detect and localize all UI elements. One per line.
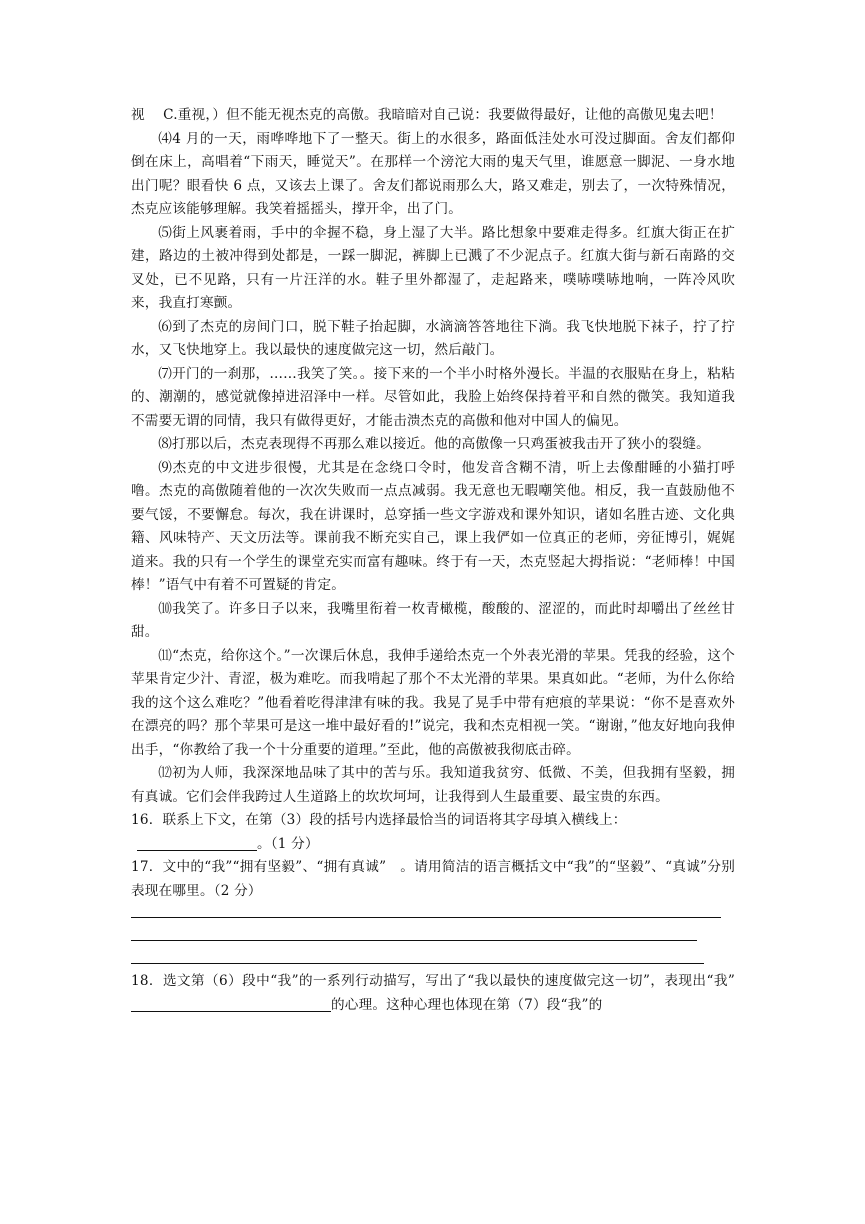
question-16-answer-blank[interactable] [137,834,257,851]
paragraph-9: ⑼杰克的中文进步很慢，尤其是在念绕口令时，他发音含糊不清，听上去像酣睡的小猫打呼噜。杰克的高傲随着他的一次次失败而一点点减弱。我无意也无暇嘲笑他。相反，我一直鼓励他不要气馁，不要懈怠。每次，我在讲课时，总穿插一些文字游戏和课外知识，诸如名胜古迹、文化典籍、风味特产、天文历法等。课前我不断充实自己，课上我俨如一位真正的老师，旁征博引，娓娓道来。我的只有一个学生的课堂充实而富有趣味。终于有一天，杰克竖起大拇指说：“老师棒！中国棒！”语气中有着不可置疑的肯定。 [131,459,735,593]
question-17-answer-line-3[interactable] [131,963,704,964]
question-16-text: 16．联系上下文，在第（3）段的括号内选择最恰当的词语将其字母填入横线上： [131,812,627,828]
question-17-text: 17．文中的“我”“拥有坚毅”、“拥有真诚” 。请用简洁的语言概括文中“我”的“坚毅”、“真诚”分别表现在哪里。（2 分） [131,859,735,899]
question-17-answer-line-2[interactable] [131,940,697,941]
paragraph-3-continuation: 视 C.重视，）但不能无视杰克的高傲。我暗暗对自己说：我要做得最好，让他的高傲见鬼去吧！ [131,107,723,123]
question-17 [131,856,735,964]
document-page [131,104,735,1017]
paragraph-10: ⑽我笑了。许多日子以来，我嘴里衔着一枚青橄榄，酸酸的、涩涩的，而此时却嚼出了丝丝甘甜。 [131,600,735,640]
paragraph-6: ⑹到了杰克的房间门口，脱下鞋子抬起脚，水滴滴答答地往下淌。我飞快地脱下袜子，拧了拧水，又飞快地穿上。我以最快的速度做完这一切，然后敲门。 [131,318,735,358]
paragraph-8: ⑻打那以后，杰克表现得不再那么难以接近。他的高傲像一只鸡蛋被我击开了狭小的裂缝。 [158,436,710,452]
paragraph-4: ⑷4 月的一天，雨哗哗地下了一整天。街上的水很多，路面低洼处水可没过脚面。舍友们都仰倒在床上，高唱着“下雨天，睡觉天”。在那样一个滂沱大雨的鬼天气里，谁愿意一脚泥、一身水地出门呢？眼看快 6 点，又该去上课了。舍友们都说雨那么大，路又难走，别去了，一次特殊情况，杰克应该能够理解。我笑着摇摇头，撑开伞，出了门。 [131,130,735,217]
question-16-answer-row [131,833,735,857]
paragraph-7: ⑺开门的一刹那，……我笑了笑。。接下来的一个半小时格外漫长。半温的衣服贴在身上，粘粘的、潮潮的，感觉就像掉进沼泽中一样。尽管如此，我脸上始终保持着平和自然的微笑。我知道我不需要无谓的同情，我只有做得更好，才能击溃杰克的高傲和他对中国人的偏见。 [131,365,735,429]
question-18-text-head: 18．选文第（6）段中“我”的一系列行动描写，写出了“我以最快的速度做完这一切”，表现出“我” [131,973,735,989]
paragraph-11: ⑾“杰克，给你这个。”一次课后休息，我伸手递给杰克一个外表光滑的苹果。凭我的经验，这个苹果肯定少汁、青涩，极为难吃。而我啃起了那个不太光滑的苹果。果真如此。“老师，为什么你给我的这个这么难吃？”他看着吃得津津有味的我。我晃了晃手中带有疤痕的苹果说：“你不是喜欢外在漂亮的吗？那个苹果可是这一堆中最好看的!”说完，我和杰克相视一笑。“谢谢，”他友好地向我伸出手，“你教给了我一个十分重要的道理。”至此，他的高傲被我彻底击碎。 [131,647,735,758]
question-16 [131,809,735,856]
question-17-answer-line-1[interactable] [131,917,721,918]
question-18-answer-blank[interactable] [131,995,331,1012]
question-18 [131,970,735,1017]
paragraph-12: ⑿初为人师，我深深地品味了其中的苦与乐。我知道我贫穷、低微、不美，但我拥有坚毅，拥有真诚。它们会伴我跨过人生道路上的坎坎坷坷，让我得到人生最重要、最宝贵的东西。 [131,765,735,805]
question-16-points: 。（1 分） [257,835,319,852]
question-18-text-tail: 的心理。这种心理也体现在第（7）段“我”的 [331,996,603,1013]
paragraph-5: ⑸街上风裹着雨，手中的伞握不稳，身上湿了大半。路比想象中要难走得多。红旗大街正在扩建，路边的土被冲得到处都是，一踩一脚泥，裤脚上已溅了不少泥点子。红旗大街与新石南路的交叉处，已不见路，只有一片汪洋的水。鞋子里外都湿了，走起路来，噗哧噗哧地响，一阵冷风吹来，我直打寒颤。 [131,224,735,311]
